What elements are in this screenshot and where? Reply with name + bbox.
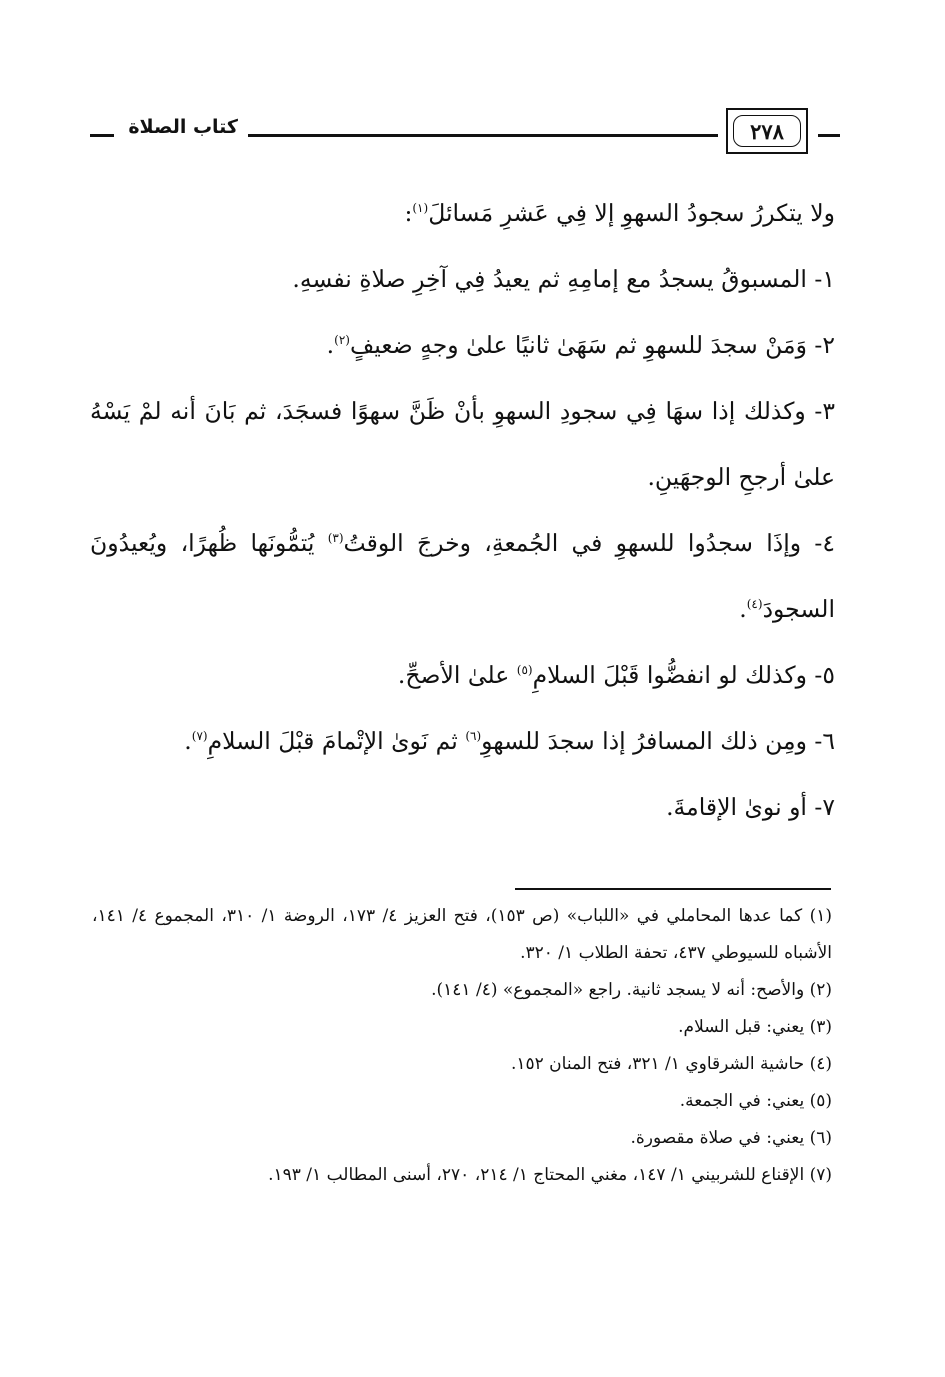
- footnote-ref: (٣): [327, 531, 344, 546]
- footnote-ref: (١): [412, 201, 429, 216]
- intro-paragraph: [90, 180, 835, 246]
- header-rule-left: [90, 134, 114, 137]
- paragraph-text-tail: علىٰ الأصحِّ.: [397, 661, 517, 689]
- footnote-1: (١) كما عدها المحاملي في «اللباب» (ص ١٥٣)، فتح العزيز ٤/ ١٧٣، الروضة ١/ ٣١٠، المجموع ٤/ ١٤١، الأشباه للسيوطي ٤٣٧، تحفة الطلاب ١/ ٣٢٠.: [92, 906, 832, 963]
- list-item-7: [90, 774, 835, 840]
- paragraph-text: ولا يتكررُ سجودُ السهوِ إلا فِي عَشرِ مَسائلَ: [428, 199, 835, 227]
- paragraph-text: ٢- وَمَنْ سجدَ للسهوِ ثم سَهَىٰ ثانيًا علىٰ وجهٍ ضعيفٍ: [349, 331, 835, 359]
- footnote-7: (٧) الإقناع للشربيني ١/ ١٤٧، مغني المحتاج ١/ ٢١٤، ٢٧٠، أسنى المطالب ١/ ١٩٣.: [268, 1165, 832, 1185]
- list-item-4: [90, 510, 835, 642]
- list-item-2: [90, 312, 835, 378]
- footnote-2: (٢) والأصح: أنه لا يسجد ثانية. راجع «المجموع» (٤/ ١٤١).: [431, 980, 832, 1000]
- page-header: [90, 108, 840, 158]
- paragraph-text: ٧- أو نوىٰ الإقامةَ.: [666, 793, 835, 821]
- paragraph-text-tail: .: [326, 331, 335, 359]
- header-rule-right: [818, 134, 840, 137]
- paragraph-text: ١- المسبوقُ يسجدُ مع إمامِهِ ثم يعيدُ فِي آخِرِ صلاةِ نفسِهِ.: [292, 265, 835, 293]
- page-number: ٢٧٨: [733, 115, 801, 147]
- page-number-frame: [726, 108, 808, 154]
- footnote-ref: (٥): [516, 663, 533, 678]
- footnote-3: (٣) يعني: قبل السلام.: [678, 1017, 832, 1037]
- footnote-5: (٥) يعني: في الجمعة.: [679, 1091, 832, 1111]
- paragraph-text-tail: .: [184, 727, 192, 755]
- footnote-6: (٦) يعني: في صلاة مقصورة.: [630, 1128, 832, 1148]
- paragraph-text: ٥- وكذلك لو انفضُّوا قَبْلَ السلامِ: [532, 661, 835, 689]
- list-item-6: [90, 708, 835, 774]
- list-item-5: [90, 642, 835, 708]
- paragraph-text-tail: يُتمُّونَها ظُهرًا، ويُعيدُونَ السجودَ: [90, 529, 835, 623]
- list-item-1: [90, 246, 835, 312]
- book-title: كتاب الصلاة: [128, 116, 238, 138]
- paragraph-text-tail: .: [739, 595, 747, 623]
- list-item-3: [90, 378, 835, 510]
- footnote-separator: [515, 888, 831, 890]
- paragraph-text-tail: :: [404, 199, 413, 227]
- paragraph-text: ٣- وكذلك إذا سهَا فِي سجودِ السهوِ بأنْ ظَنَّ سهوًا فسجَدَ، ثم بَانَ أنه لمْ يَسْهُ علىٰ أرجحِ الوجهَينِ.: [90, 397, 835, 491]
- paragraph-text: ٤- وإذَا سجدُوا للسهوِ في الجُمعةِ، وخرجَ الوقتُ: [343, 529, 835, 557]
- footnote-ref: (٢): [334, 333, 350, 348]
- paragraph-text: ٦- ومِن ذلك المسافرُ إذا سجدَ للسهوِ: [481, 727, 835, 755]
- footnote-ref: (٦): [465, 729, 482, 744]
- footnote-ref: (٧): [191, 729, 208, 744]
- footnote-4: (٤) حاشية الشرقاوي ١/ ٣٢١، فتح المنان ١٥٢.: [510, 1054, 832, 1074]
- paragraph-text-tail: ثم نَوىٰ الإتْمامَ قبْلَ السلامِ: [207, 727, 466, 755]
- header-rule-middle: [248, 134, 718, 137]
- main-text: [90, 180, 835, 840]
- footnotes: [92, 898, 832, 1194]
- footnote-ref: (٤): [746, 597, 763, 612]
